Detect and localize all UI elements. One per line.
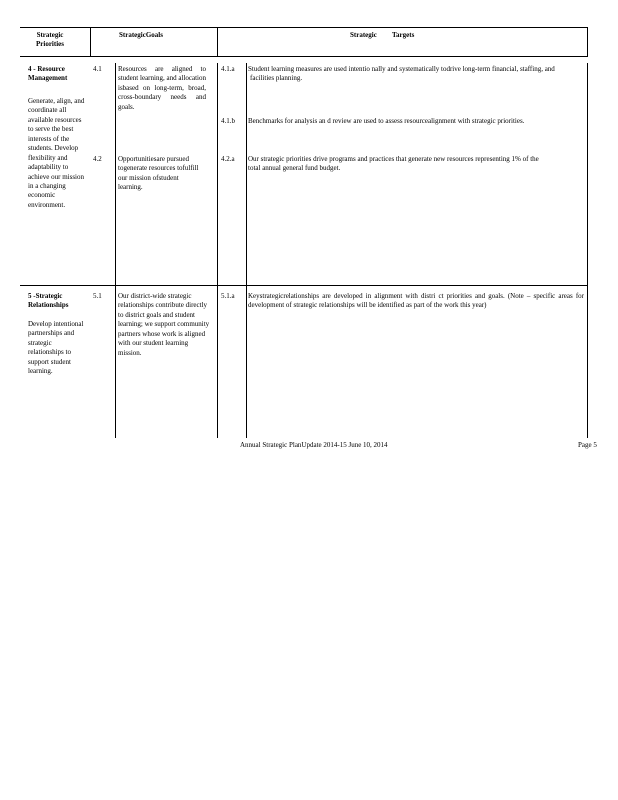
target-4-1-b-number: 4.1.b <box>221 117 235 125</box>
header-strategic-priorities: Strategic Priorities <box>36 31 64 49</box>
target-4-1-b-text: Benchmarks for analysis an d review are used to assess resourcealignment with strategic priorities. <box>248 117 525 125</box>
goal-4-1-text: Resources are aligned to student learning, and allocation isbased on long-term, broad, cross-boundary needs and goals. <box>118 65 206 111</box>
header-targets-label: Targets <box>392 31 415 39</box>
header-bottom-rule <box>20 56 588 57</box>
priority-5-description: Develop intentional partnerships and strategic relationships to support student learning. <box>28 320 84 376</box>
target-4-1-a-number: 4.1.a <box>221 65 235 73</box>
goal-4-2-number: 4.2 <box>93 155 102 163</box>
header-strategic-label: Strategic <box>350 31 377 39</box>
target-4-2-a-text: Our strategic priorities drive programs and practices that generate new resources representing 1% of the total annual general fund budget. <box>248 155 539 173</box>
priority-4-title: 4 - Resource Management <box>28 65 68 83</box>
target-4-2-a-number: 4.2.a <box>221 155 235 163</box>
header-top-rule <box>20 27 588 28</box>
targets-right-border <box>587 63 588 438</box>
priority-5-title: 5 -Strategic Relationships <box>28 292 69 310</box>
goal-5-1-text: Our district-wide strategic relationships contribute directly to district goals and student learning; we support community partners whose work is aligned with our student learning mission. <box>118 292 210 357</box>
goal-5-1-number: 5.1 <box>93 292 102 300</box>
goals-right-border <box>217 63 218 438</box>
row-divider-4-5 <box>20 285 588 286</box>
header-divider-2 <box>217 27 218 56</box>
header-divider-1 <box>90 27 91 56</box>
target-5-1-a-text: Keystrategicrelationships are developed in alignment with distri ct priorities and goals. (Note – specific areas for development of strategic relationships will be identified as part of the work this year) <box>248 292 584 310</box>
priority-4-description: Generate, align, and coordinate all available resources to serve the best interests of the students. Develop flexibility and adaptability to achieve our mission in a changing economic environment. <box>28 97 85 209</box>
targets-left-border <box>246 63 247 438</box>
target-5-1-a-number: 5.1.a <box>221 292 235 300</box>
goals-left-border <box>115 63 116 438</box>
goal-4-1-number: 4.1 <box>93 65 102 73</box>
target-4-1-a-text: Student learning measures are used intentio nally and systematically todrive long-term financial, staffing, and facilities planning. <box>248 65 555 83</box>
footer-page-number: Page 5 <box>578 441 597 449</box>
header-strategic-goals: StrategicGoals <box>119 31 163 39</box>
header-divider-3 <box>587 27 588 56</box>
footer-center-text: Annual Strategic PlanUpdate 2014-15 June 10, 2014 <box>240 441 388 449</box>
goal-4-2-text: Opportunitiesare pursued togenerate resources tofulfill our mission ofstudent learning. <box>118 155 199 192</box>
